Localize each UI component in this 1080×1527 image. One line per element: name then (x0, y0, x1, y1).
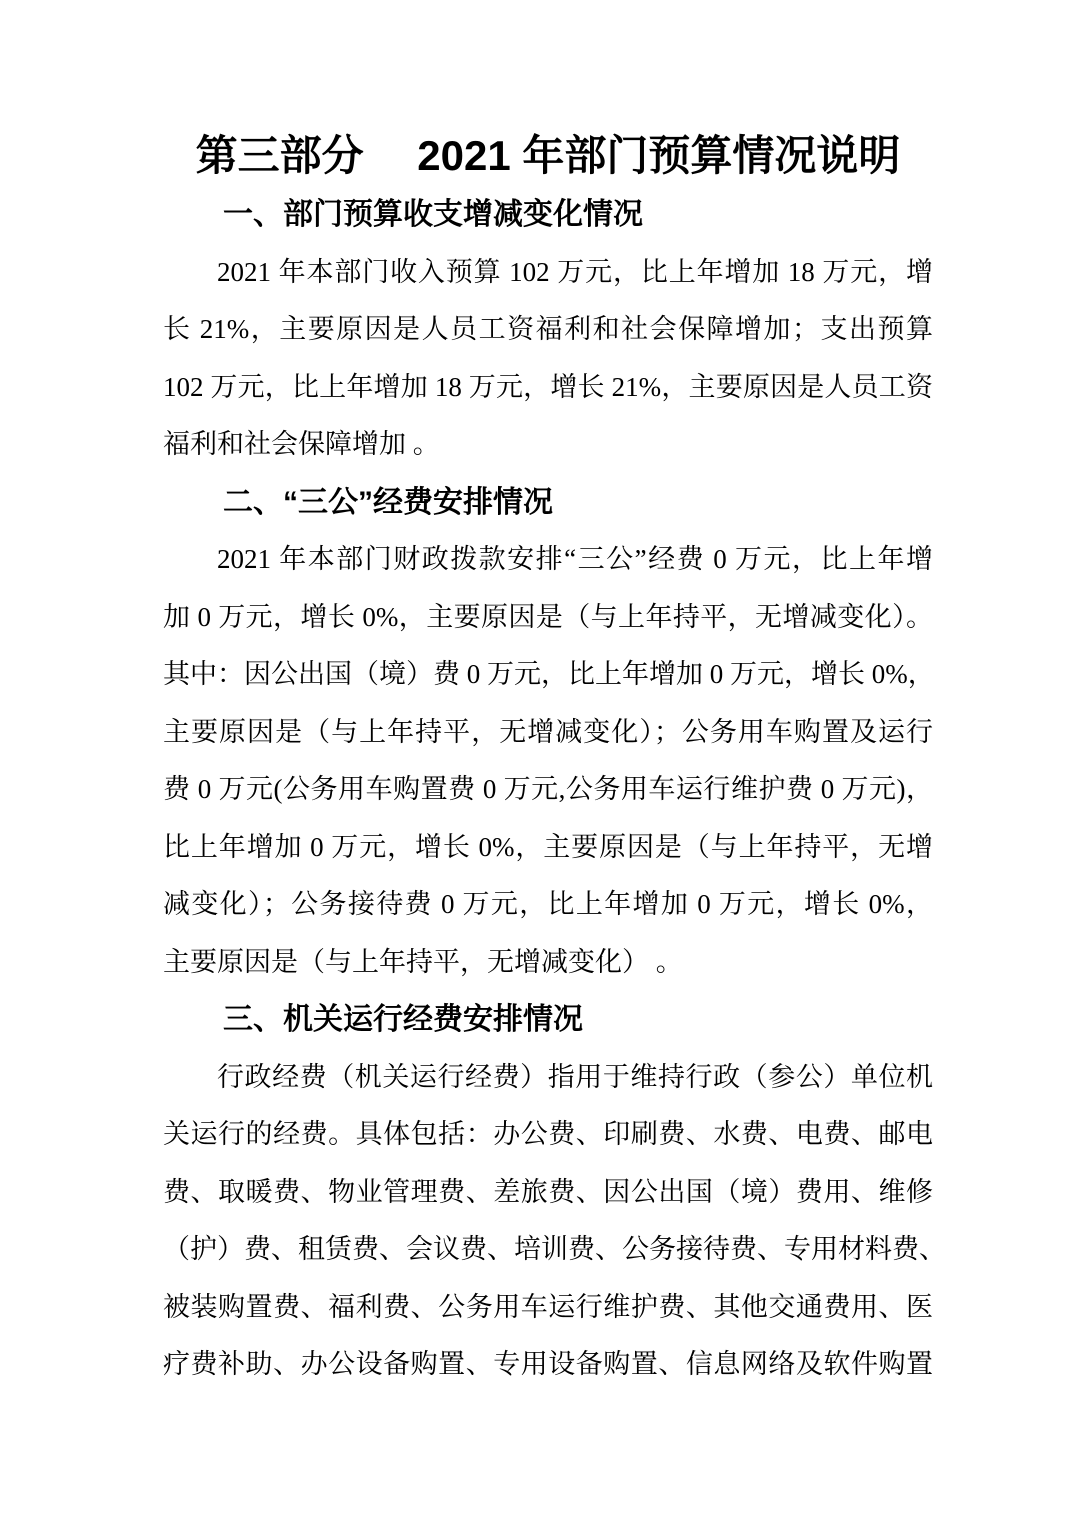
section-heading-1: 一、部门预算收支增减变化情况 (223, 198, 643, 231)
paragraph-line: 长 21%，主要原因是人员工资福利和社会保障增加；支出预算 (163, 314, 933, 344)
paragraph-line: 102 万元，比上年增加 18 万元，增长 21%，主要原因是人员工资 (163, 371, 933, 402)
paragraph-line: 减变化）；公务接待费 0 万元，比上年增加 0 万元，增长 0%， (163, 889, 933, 919)
paragraph-line: 其中：因公出国（境）费 0 万元，比上年增加 0 万元，增长 0%， (163, 659, 935, 689)
paragraph-line: 福利和社会保障增加 。 (163, 429, 440, 459)
paragraph-line: 比上年增加 0 万元，增长 0%，主要原因是（与上年持平，无增 (163, 831, 933, 862)
paragraph-line: 2021 年本部门收入预算 102 万元，比上年增加 18 万元，增 (217, 256, 933, 287)
document-title: 第三部分 2021 年部门预算情况说明 (195, 132, 901, 179)
section-heading-2: 二、“三公”经费安排情况 (223, 485, 553, 519)
paragraph (163, 531, 933, 991)
paragraph-line: 费、取暖费、物业管理费、差旅费、因公出国（境）费用、维修 (163, 1176, 933, 1207)
paragraph-line: 疗费补助、办公设备购置、专用设备购置、信息网络及软件购置 (163, 1349, 933, 1379)
paragraph (163, 1049, 946, 1394)
paragraph-line: 2021 年本部门财政拨款安排“三公”经费 0 万元，比上年增 (217, 544, 933, 574)
section-heading-3: 三、机关运行经费安排情况 (223, 1003, 583, 1036)
document-body (163, 186, 946, 1394)
paragraph (163, 244, 933, 474)
paragraph-line: 主要原因是（与上年持平，无增减变化）；公务用车购置及运行 (163, 716, 933, 747)
document-content (163, 126, 946, 1394)
paragraph-line: 行政经费（机关运行经费）指用于维持行政（参公）单位机 (217, 1061, 933, 1092)
paragraph-line: （护）费、租赁费、会议费、培训费、公务接待费、专用材料费、 (163, 1234, 946, 1264)
paragraph-line: 关运行的经费。具体包括：办公费、印刷费、水费、电费、邮电 (163, 1119, 933, 1149)
paragraph-line: 被装购置费、福利费、公务用车运行维护费、其他交通费用、医 (163, 1291, 933, 1322)
paragraph-line: 费 0 万元(公务用车购置费 0 万元,公务用车运行维护费 0 万元)， (163, 774, 933, 804)
paragraph-line: 主要原因是（与上年持平，无增减变化） 。 (163, 946, 683, 977)
paragraph-line: 加 0 万元，增长 0%，主要原因是（与上年持平，无增减变化）。 (163, 601, 933, 632)
